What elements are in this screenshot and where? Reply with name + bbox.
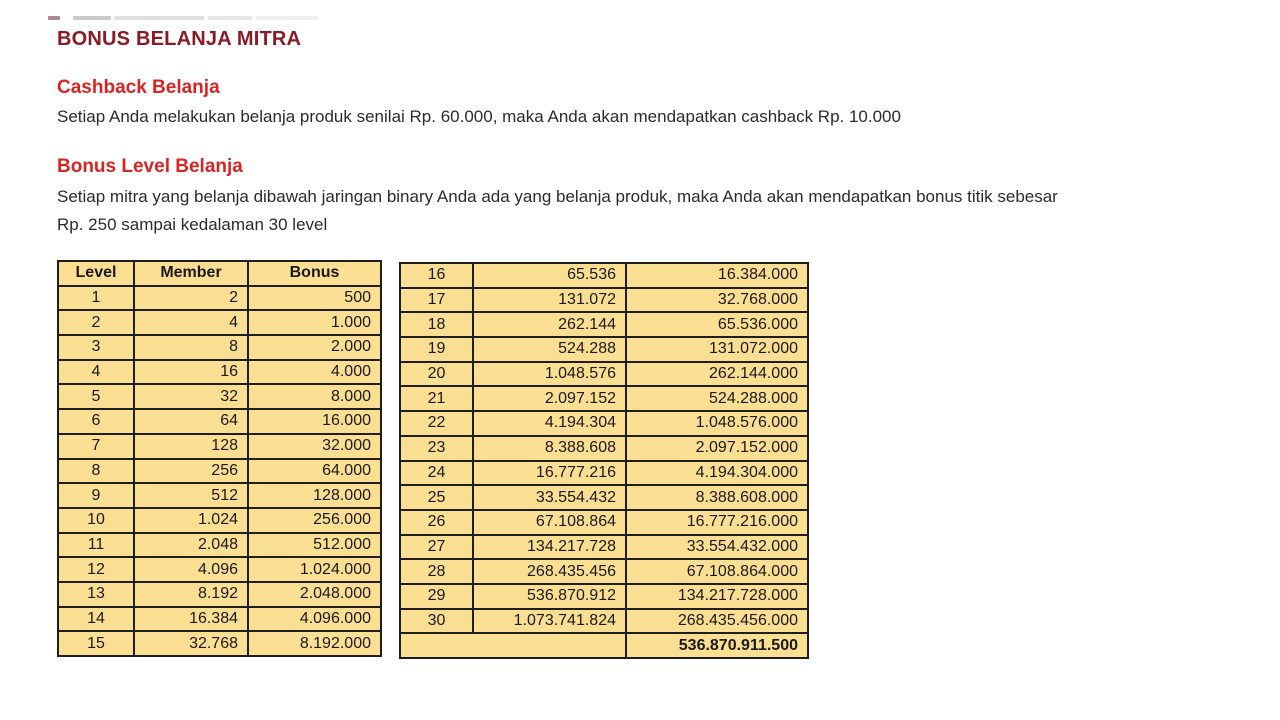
- description-line-1: Setiap mitra yang belanja dibawah jaringan binary Anda ada yang belanja produk, maka Anda akan mendapatkan bonus titik sebesar: [57, 187, 1058, 206]
- table-row: [400, 461, 808, 486]
- bonus-cell: 1.000: [248, 310, 381, 335]
- member-cell: 8.192: [134, 582, 248, 607]
- bonus-cell: 262.144.000: [626, 362, 808, 387]
- level-cell: 7: [58, 434, 134, 459]
- table-row: [400, 362, 808, 387]
- table-body-right: [400, 263, 808, 633]
- bonus-cell: 1.024.000: [248, 557, 381, 582]
- bonus-cell: 500: [248, 286, 381, 311]
- header-bonus: Bonus: [248, 261, 381, 286]
- member-cell: 64: [134, 409, 248, 434]
- bonus-table-levels-1-15: [57, 260, 382, 657]
- table-row: [58, 483, 381, 508]
- level-cell: 5: [58, 384, 134, 409]
- section-heading-bonus-level: Bonus Level Belanja: [57, 156, 243, 177]
- description-line-2: Rp. 250 sampai kedalaman 30 level: [57, 215, 328, 234]
- table-row: [400, 436, 808, 461]
- grand-total-empty-cell: [400, 633, 626, 658]
- table-row: [400, 609, 808, 634]
- level-cell: 27: [400, 535, 473, 560]
- table-row: [58, 459, 381, 484]
- artifact-segment: [48, 16, 60, 20]
- page-title: BONUS BELANJA MITRA: [57, 28, 302, 50]
- member-cell: 4: [134, 310, 248, 335]
- header-level: Level: [58, 261, 134, 286]
- table-row: [58, 508, 381, 533]
- member-cell: 1.024: [134, 508, 248, 533]
- table-row: [58, 533, 381, 558]
- bonus-cell: 8.000: [248, 384, 381, 409]
- level-cell: 29: [400, 584, 473, 609]
- table-row: [400, 386, 808, 411]
- bonus-cell: 8.192.000: [248, 631, 381, 656]
- level-cell: 9: [58, 483, 134, 508]
- member-cell: 8: [134, 335, 248, 360]
- level-cell: 13: [58, 582, 134, 607]
- table-row: [58, 286, 381, 311]
- bonus-cell: 134.217.728.000: [626, 584, 808, 609]
- table-header-row: [58, 261, 381, 286]
- bonus-cell: 16.384.000: [626, 263, 808, 288]
- member-cell: 8.388.608: [473, 436, 626, 461]
- level-cell: 20: [400, 362, 473, 387]
- bonus-cell: 1.048.576.000: [626, 411, 808, 436]
- member-cell: 268.435.456: [473, 559, 626, 584]
- member-cell: 67.108.864: [473, 510, 626, 535]
- member-cell: 4.194.304: [473, 411, 626, 436]
- level-cell: 8: [58, 459, 134, 484]
- member-cell: 256: [134, 459, 248, 484]
- member-cell: 512: [134, 483, 248, 508]
- bonus-cell: 16.777.216.000: [626, 510, 808, 535]
- bonus-cell: 2.097.152.000: [626, 436, 808, 461]
- artifact-segment: [208, 16, 252, 20]
- member-cell: 4.096: [134, 557, 248, 582]
- table-body-left: [58, 286, 381, 656]
- bonus-cell: 2.048.000: [248, 582, 381, 607]
- member-cell: 524.288: [473, 337, 626, 362]
- bonus-cell: 131.072.000: [626, 337, 808, 362]
- table-row: [400, 312, 808, 337]
- grand-total-cell: 536.870.911.500: [626, 633, 808, 658]
- member-cell: 2.097.152: [473, 386, 626, 411]
- header-member: Member: [134, 261, 248, 286]
- level-cell: 2: [58, 310, 134, 335]
- level-cell: 23: [400, 436, 473, 461]
- table-row: [58, 409, 381, 434]
- level-cell: 11: [58, 533, 134, 558]
- table-row: [400, 535, 808, 560]
- level-cell: 4: [58, 360, 134, 385]
- member-cell: 536.870.912: [473, 584, 626, 609]
- bonus-cell: 64.000: [248, 459, 381, 484]
- bonus-cell: 268.435.456.000: [626, 609, 808, 634]
- level-cell: 12: [58, 557, 134, 582]
- level-cell: 1: [58, 286, 134, 311]
- bonus-cell: 512.000: [248, 533, 381, 558]
- member-cell: 33.554.432: [473, 485, 626, 510]
- bonus-cell: 32.000: [248, 434, 381, 459]
- table-row: [400, 510, 808, 535]
- level-cell: 15: [58, 631, 134, 656]
- level-cell: 14: [58, 607, 134, 632]
- member-cell: 2.048: [134, 533, 248, 558]
- level-cell: 17: [400, 288, 473, 313]
- member-cell: 128: [134, 434, 248, 459]
- table-row: [400, 485, 808, 510]
- bonus-cell: 4.000: [248, 360, 381, 385]
- member-cell: 134.217.728: [473, 535, 626, 560]
- table-row: [400, 559, 808, 584]
- level-cell: 26: [400, 510, 473, 535]
- grand-total-row: [400, 633, 808, 658]
- cashback-description: Setiap Anda melakukan belanja produk senilai Rp. 60.000, maka Anda akan mendapatkan cashback Rp. 10.000: [57, 107, 901, 126]
- member-cell: 65.536: [473, 263, 626, 288]
- member-cell: 131.072: [473, 288, 626, 313]
- table-row: [400, 288, 808, 313]
- artifact-segment: [256, 16, 318, 20]
- level-cell: 3: [58, 335, 134, 360]
- table-row: [58, 335, 381, 360]
- bonus-cell: 524.288.000: [626, 386, 808, 411]
- member-cell: 32.768: [134, 631, 248, 656]
- member-cell: 32: [134, 384, 248, 409]
- level-cell: 19: [400, 337, 473, 362]
- table-row: [58, 384, 381, 409]
- member-cell: 16: [134, 360, 248, 385]
- bonus-cell: 256.000: [248, 508, 381, 533]
- section-heading-cashback: Cashback Belanja: [57, 77, 220, 98]
- cropped-text-artifact: [0, 14, 1280, 22]
- level-cell: 28: [400, 559, 473, 584]
- artifact-segment: [114, 16, 204, 20]
- table-row: [58, 557, 381, 582]
- bonus-cell: 4.194.304.000: [626, 461, 808, 486]
- bonus-cell: 65.536.000: [626, 312, 808, 337]
- table-row: [400, 337, 808, 362]
- level-cell: 10: [58, 508, 134, 533]
- bonus-cell: 8.388.608.000: [626, 485, 808, 510]
- table-row: [400, 411, 808, 436]
- member-cell: 16.777.216: [473, 461, 626, 486]
- level-cell: 22: [400, 411, 473, 436]
- level-cell: 30: [400, 609, 473, 634]
- bonus-cell: 67.108.864.000: [626, 559, 808, 584]
- bonus-level-description: [57, 183, 1227, 239]
- bonus-cell: 4.096.000: [248, 607, 381, 632]
- table-row: [58, 360, 381, 385]
- level-cell: 18: [400, 312, 473, 337]
- bonus-cell: 128.000: [248, 483, 381, 508]
- table-row: [58, 582, 381, 607]
- table-row: [58, 434, 381, 459]
- table-row: [58, 631, 381, 656]
- level-cell: 6: [58, 409, 134, 434]
- member-cell: 2: [134, 286, 248, 311]
- bonus-cell: 32.768.000: [626, 288, 808, 313]
- artifact-segment: [73, 16, 111, 20]
- table-row: [400, 584, 808, 609]
- member-cell: 262.144: [473, 312, 626, 337]
- bonus-cell: 2.000: [248, 335, 381, 360]
- level-cell: 24: [400, 461, 473, 486]
- bonus-cell: 16.000: [248, 409, 381, 434]
- member-cell: 1.073.741.824: [473, 609, 626, 634]
- member-cell: 16.384: [134, 607, 248, 632]
- level-cell: 21: [400, 386, 473, 411]
- bonus-cell: 33.554.432.000: [626, 535, 808, 560]
- level-cell: 16: [400, 263, 473, 288]
- table-row: [58, 607, 381, 632]
- bonus-table-levels-16-30: [399, 262, 809, 659]
- level-cell: 25: [400, 485, 473, 510]
- table-row: [400, 263, 808, 288]
- table-row: [58, 310, 381, 335]
- member-cell: 1.048.576: [473, 362, 626, 387]
